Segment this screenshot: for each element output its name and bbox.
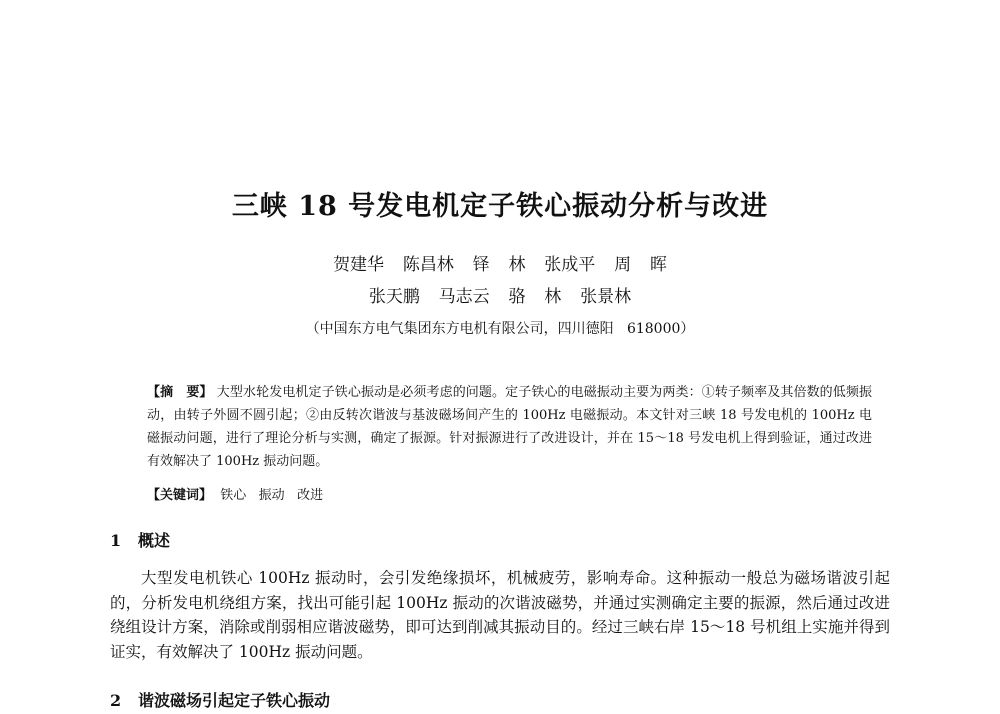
paper-title: 三峡 18 号发电机定子铁心振动分析与改进 [231, 191, 769, 222]
section-1-number: 1 [110, 531, 122, 550]
keywords-text: 铁心 振动 改进 [212, 488, 324, 503]
section-1-title: 概述 [138, 531, 171, 550]
authors-line-2: 张天鹏 马志云 骆 林 张景林 [368, 287, 632, 307]
author-list-line-1 [0, 250, 1000, 275]
section-2-title: 谐波磁场引起定子铁心振动 [138, 691, 331, 710]
abstract-text: 大型水轮发电机定子铁心振动是必须考虑的问题。定子铁心的电磁振动主要为两类：①转子频率及其倍数的低频振动，由转子外圆不圆引起；②由反转次谐波与基波磁场间产生的 100Hz 电磁振动。本文针对三峡 18 号发电机的 100Hz 电磁振动问题，进行了理论分析与实测，确定了振源。针对振源进行了改进设计，并在 15～18 号发电机上得到验证，通过改进有效解决了 100Hz 振动问题。 [147, 385, 872, 469]
section-2-heading [110, 688, 330, 711]
section-2-number: 2 [110, 691, 122, 710]
keywords [147, 484, 323, 503]
abstract-label: 【摘 要】 [147, 385, 213, 400]
keywords-label: 【关键词】 [147, 488, 213, 503]
authors-line-1: 贺建华 陈昌林 铎 林 张成平 周 晖 [333, 255, 667, 275]
section-1-body: 大型发电机铁心 100Hz 振动时，会引发绝缘损坏，机械疲劳，影响寿命。这种振动一般总为磁场谐波引起的，分析发电机绕组方案，找出可能引起 100Hz 振动的次谐波磁势，并通过实测确定主要的振源，然后通过改进绕组设计方案，消除或削弱相应谐波磁势，即可达到削减其振动目的。经过三峡右岸 15～18 号机组上实施并得到证实，有效解决了 100Hz 振动问题。 [110, 569, 890, 661]
affiliation: （中国东方电气集团东方电机有限公司，四川德阳 618000） [305, 321, 695, 337]
author-list-line-2 [0, 282, 1000, 307]
section-1-heading [110, 528, 170, 551]
abstract [147, 381, 872, 473]
